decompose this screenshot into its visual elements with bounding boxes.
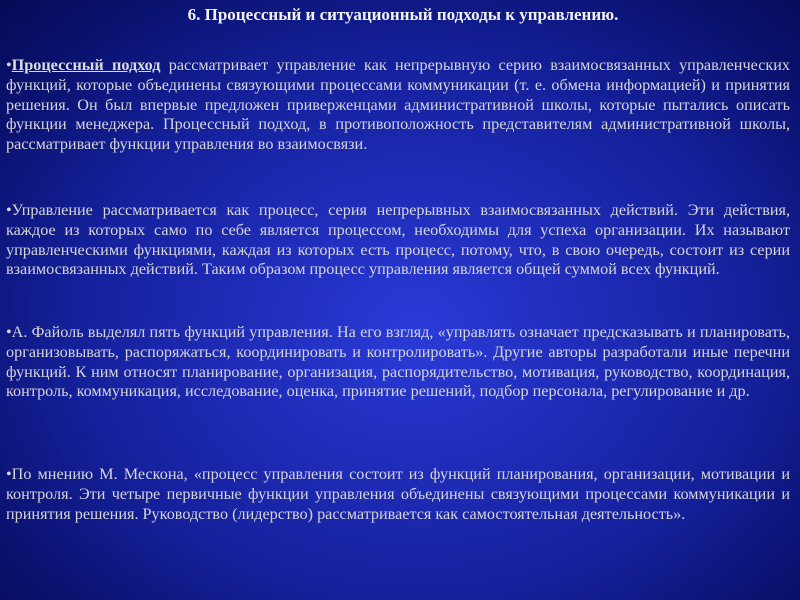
paragraph-fayol-functions bbox=[6, 323, 790, 402]
bullet-marker: • bbox=[6, 465, 12, 483]
bullet-marker: • bbox=[6, 201, 12, 219]
term-process-approach: Процессный подход bbox=[11, 56, 161, 74]
paragraph-mescon-opinion bbox=[6, 465, 790, 524]
paragraph-text: А. Файоль выделял пять функций управления. На его взгляд, «управлять означает предсказывать и планировать, организовывать, распоряжаться, координировать и контролировать». Другие авторы разработали иные перечни функций. К ним относят планирование, организация, распорядительство, мотивация, руководство, координация, контроль, коммуникация, исследование, оценка, принятие решений, подбор персонала, регулирование и др. bbox=[6, 323, 790, 401]
paragraph-text: По мнению М. Мескона, «процесс управления состоит из функций планирования, организации, мотивации и контроля. Эти четыре первичные функции управления объединены связующими процессами коммуникации и принятия решения. Руководство (лидерство) рассматривается как самостоятельная деятельность». bbox=[6, 465, 790, 523]
paragraph-text: Управление рассматривается как процесс, серия непрерывных взаимосвязанных действий. Эти действия, каждое из которых само по себе является процессом, необходимы для успеха организации. Их называют управленческими функциями, каждая из которых есть процесс, потому, что, в свою очередь, состоит из серии взаимосвязанных действий. Таким образом процесс управления является общей суммой всех функций. bbox=[6, 201, 790, 279]
slide-title: 6. Процессный и ситуационный подходы к управлению. bbox=[187, 5, 619, 24]
paragraph-process-approach bbox=[6, 56, 790, 155]
paragraph-management-process bbox=[6, 201, 790, 280]
paragraph-text: рассматривает управление как непрерывную серию взаимосвязанных управленческих функций, которые объединены связующими процессами коммуникации (т. е. обмена информацией) и принятия решения. Он был впервые предложен приверженцами административной школы, которые пытались описать функции менеджера. Процессный подход, в противоположность представителям административной школы, рассматривает функции управления во взаимосвязи. bbox=[6, 56, 791, 154]
bullet-marker: • bbox=[6, 56, 12, 74]
bullet-marker: • bbox=[6, 323, 12, 341]
